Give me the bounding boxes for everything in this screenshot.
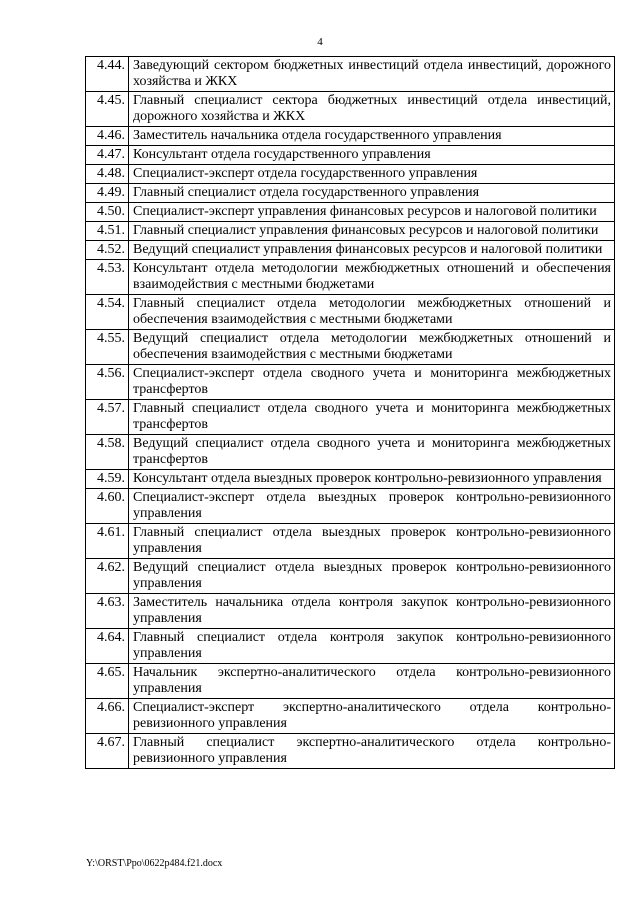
footer-file-path: Y:\ORST\Ppo\0622p484.f21.docx — [86, 858, 223, 869]
table-row — [86, 664, 615, 699]
table-row — [86, 203, 615, 222]
table-row — [86, 127, 615, 146]
position-title: Специалист-эксперт экспертно-аналитического отдела контрольно-ревизионного управления — [129, 699, 615, 734]
item-number: 4.59. — [86, 470, 129, 489]
item-number: 4.60. — [86, 489, 129, 524]
position-title: Главный специалист сектора бюджетных инвестиций отдела инвестиций, дорожного хозяйства и ЖКХ — [129, 92, 615, 127]
table-row — [86, 524, 615, 559]
item-number: 4.57. — [86, 400, 129, 435]
table-row — [86, 435, 615, 470]
item-number: 4.66. — [86, 699, 129, 734]
positions-table-body — [86, 57, 615, 769]
item-number: 4.53. — [86, 260, 129, 295]
position-title: Ведущий специалист управления финансовых ресурсов и налоговой политики — [129, 241, 615, 260]
table-row — [86, 594, 615, 629]
table-row — [86, 57, 615, 92]
table-row — [86, 165, 615, 184]
table-row — [86, 260, 615, 295]
position-title: Главный специалист отдела сводного учета и мониторинга межбюджетных трансфертов — [129, 400, 615, 435]
table-row — [86, 295, 615, 330]
position-title: Консультант отдела государственного управления — [129, 146, 615, 165]
position-title: Начальник экспертно-аналитического отдела контрольно-ревизионного управления — [129, 664, 615, 699]
position-title: Главный специалист отдела методологии межбюджетных отношений и обеспечения взаимодействия с местными бюджетами — [129, 295, 615, 330]
table-row — [86, 241, 615, 260]
item-number: 4.61. — [86, 524, 129, 559]
table-row — [86, 92, 615, 127]
table-row — [86, 470, 615, 489]
table-row — [86, 330, 615, 365]
item-number: 4.54. — [86, 295, 129, 330]
table-row — [86, 559, 615, 594]
position-title: Специалист-эксперт отдела выездных проверок контрольно-ревизионного управления — [129, 489, 615, 524]
item-number: 4.46. — [86, 127, 129, 146]
table-row — [86, 699, 615, 734]
table-row — [86, 400, 615, 435]
position-title: Ведущий специалист отдела методологии межбюджетных отношений и обеспечения взаимодействия с местными бюджетами — [129, 330, 615, 365]
item-number: 4.48. — [86, 165, 129, 184]
item-number: 4.50. — [86, 203, 129, 222]
position-title: Консультант отдела выездных проверок контрольно-ревизионного управления — [129, 470, 615, 489]
position-title: Главный специалист экспертно-аналитического отдела контрольно-ревизионного управления — [129, 734, 615, 769]
item-number: 4.44. — [86, 57, 129, 92]
table-row — [86, 184, 615, 203]
item-number: 4.45. — [86, 92, 129, 127]
item-number: 4.63. — [86, 594, 129, 629]
position-title: Главный специалист управления финансовых ресурсов и налоговой политики — [129, 222, 615, 241]
item-number: 4.51. — [86, 222, 129, 241]
position-title: Специалист-эксперт отдела сводного учета и мониторинга межбюджетных трансфертов — [129, 365, 615, 400]
item-number: 4.55. — [86, 330, 129, 365]
table-row — [86, 222, 615, 241]
position-title: Заместитель начальника отдела контроля закупок контрольно-ревизионного управления — [129, 594, 615, 629]
item-number: 4.47. — [86, 146, 129, 165]
table-row — [86, 146, 615, 165]
table-row — [86, 734, 615, 769]
table-row — [86, 365, 615, 400]
position-title: Заместитель начальника отдела государственного управления — [129, 127, 615, 146]
position-title: Специалист-эксперт отдела государственного управления — [129, 165, 615, 184]
item-number: 4.52. — [86, 241, 129, 260]
position-title: Ведущий специалист отдела выездных проверок контрольно-ревизионного управления — [129, 559, 615, 594]
table-row — [86, 489, 615, 524]
table-row — [86, 629, 615, 664]
item-number: 4.64. — [86, 629, 129, 664]
page-number: 4 — [317, 36, 323, 48]
item-number: 4.67. — [86, 734, 129, 769]
position-title: Главный специалист отдела государственного управления — [129, 184, 615, 203]
item-number: 4.56. — [86, 365, 129, 400]
position-title: Консультант отдела методологии межбюджетных отношений и обеспечения взаимодействия с местными бюджетами — [129, 260, 615, 295]
item-number: 4.49. — [86, 184, 129, 203]
position-title: Главный специалист отдела контроля закупок контрольно-ревизионного управления — [129, 629, 615, 664]
positions-table — [85, 56, 615, 769]
position-title: Главный специалист отдела выездных проверок контрольно-ревизионного управления — [129, 524, 615, 559]
item-number: 4.65. — [86, 664, 129, 699]
position-title: Заведующий сектором бюджетных инвестиций отдела инвестиций, дорожного хозяйства и ЖКХ — [129, 57, 615, 92]
position-title: Ведущий специалист отдела сводного учета и мониторинга межбюджетных трансфертов — [129, 435, 615, 470]
item-number: 4.58. — [86, 435, 129, 470]
position-title: Специалист-эксперт управления финансовых ресурсов и налоговой политики — [129, 203, 615, 222]
item-number: 4.62. — [86, 559, 129, 594]
